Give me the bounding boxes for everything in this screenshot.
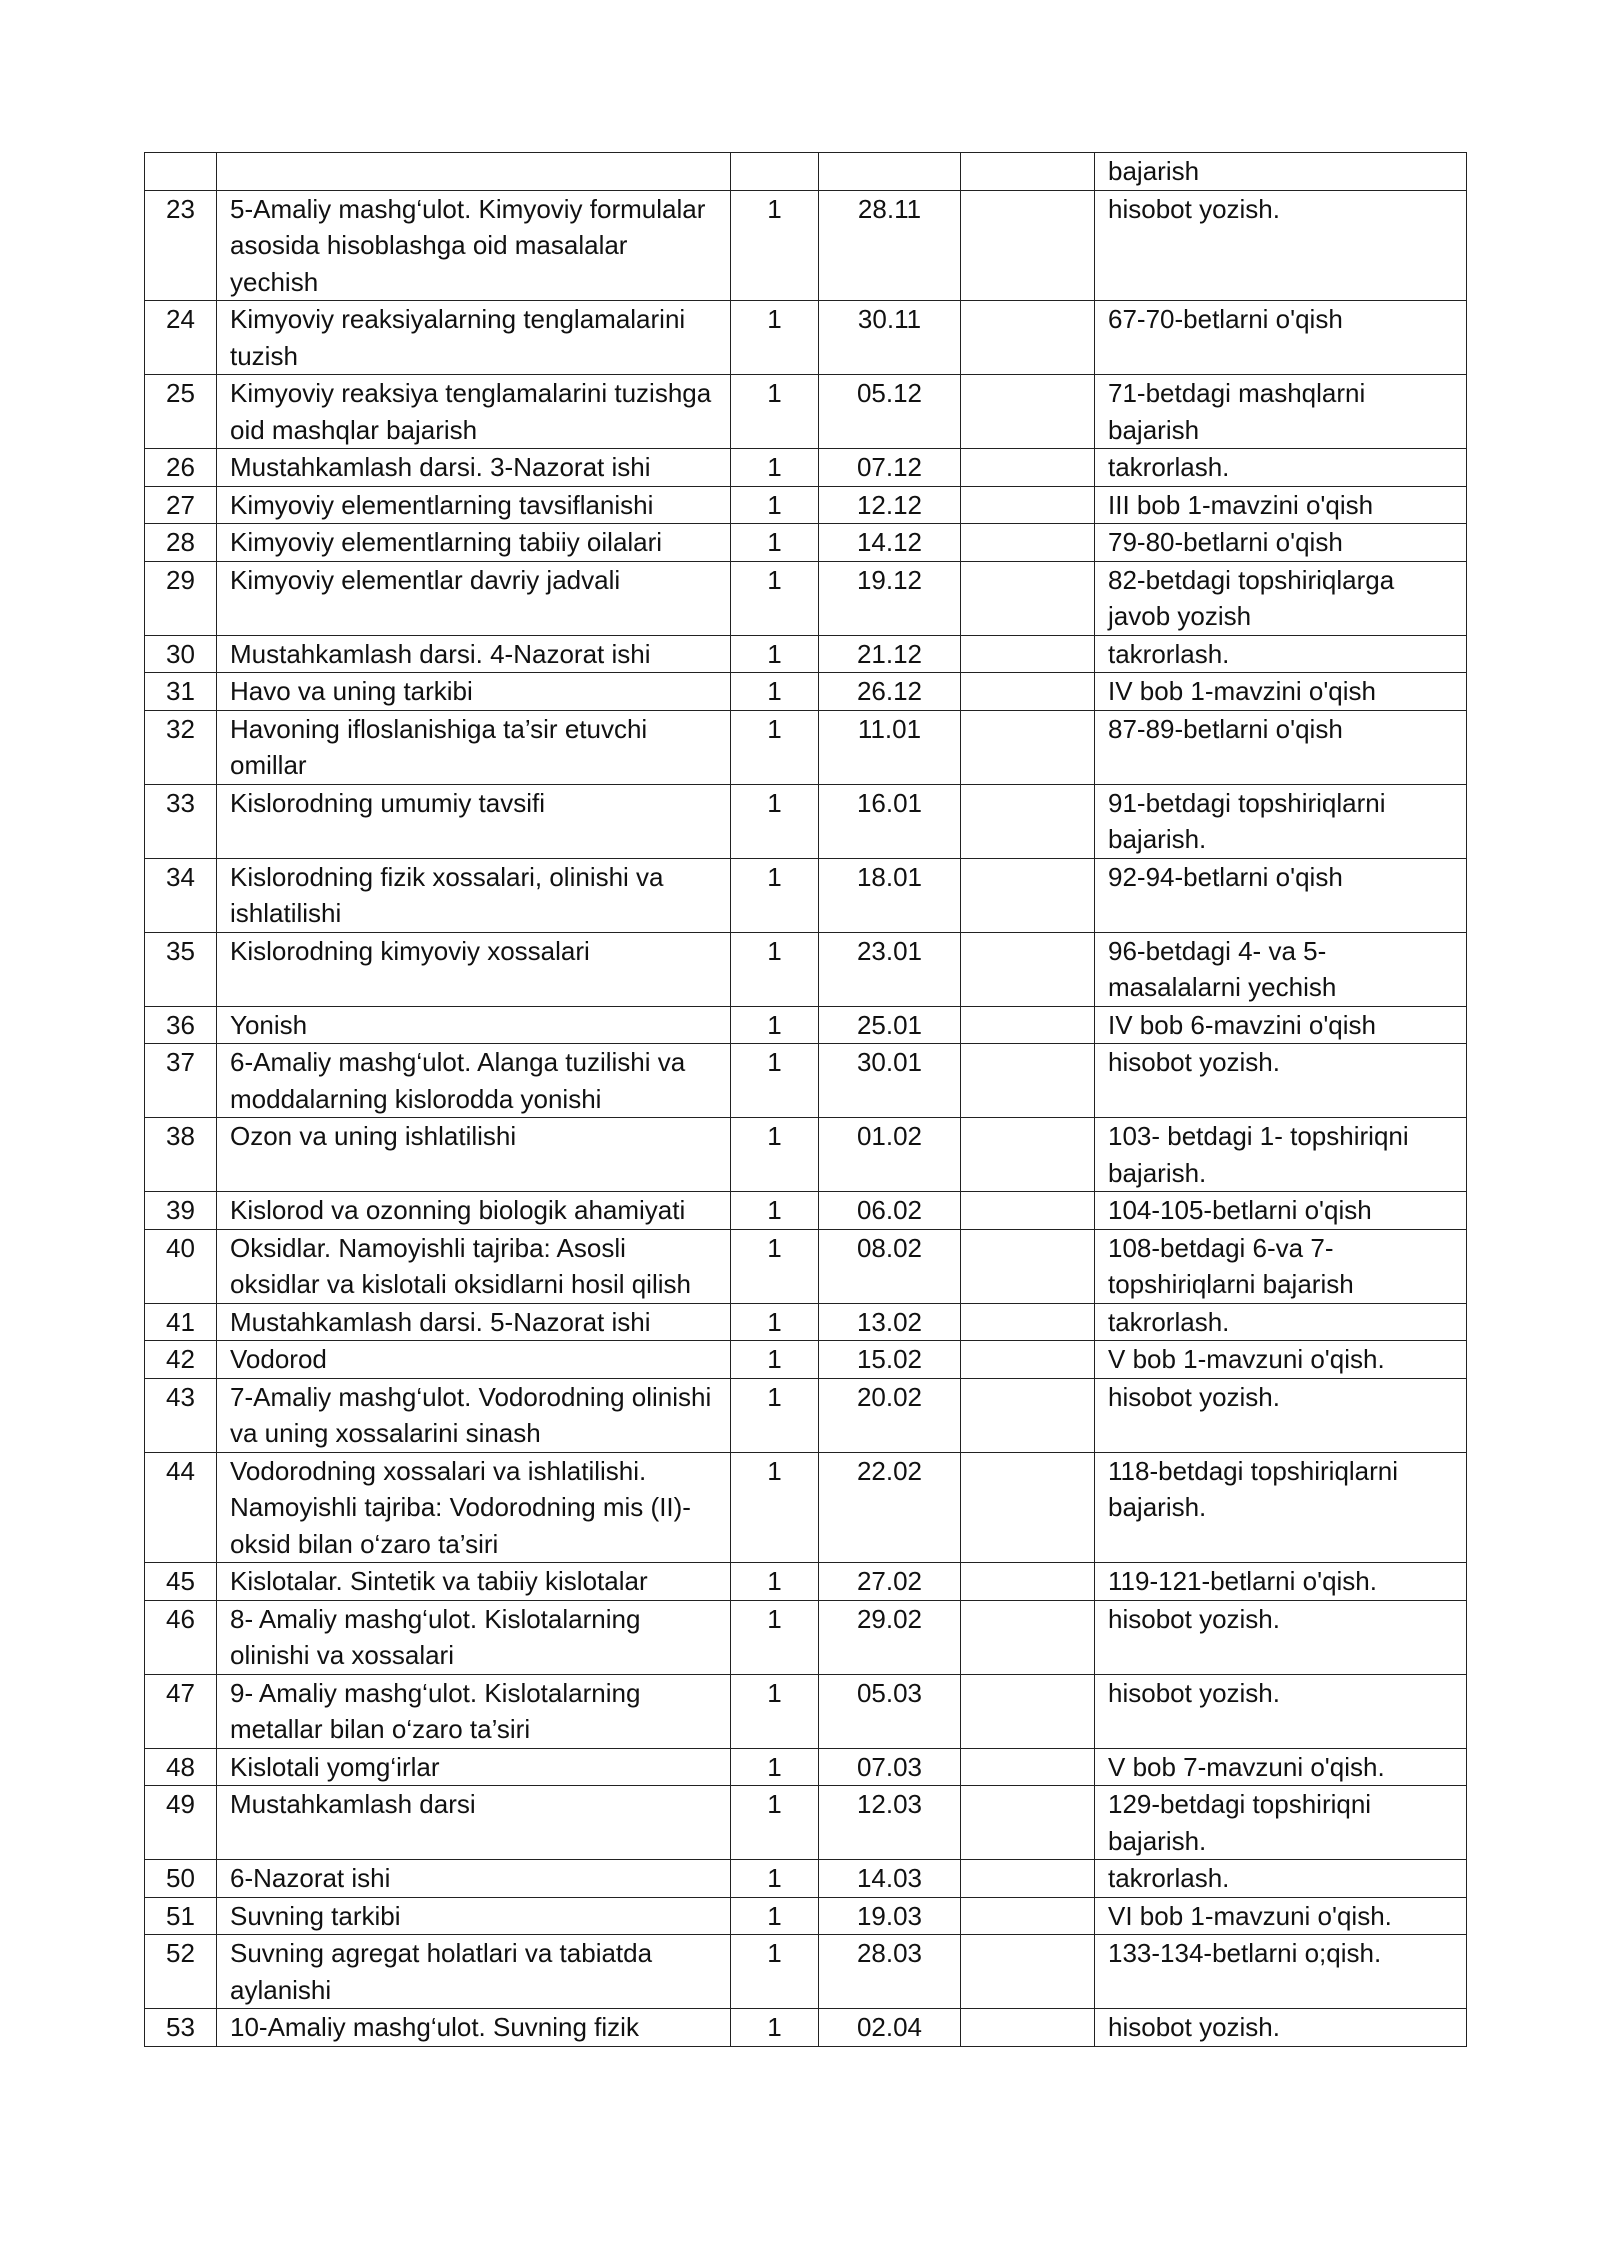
lesson-topic-cell [217,153,731,191]
lesson-number-cell: 41 [145,1303,217,1341]
homework-cell: hisobot yozish. [1095,1674,1467,1748]
homework-cell: 104-105-betlarni o'qish [1095,1192,1467,1230]
homework-cell: hisobot yozish. [1095,2009,1467,2047]
homework-cell: hisobot yozish. [1095,1600,1467,1674]
table-row [145,1118,1467,1192]
hours-cell: 1 [731,673,819,711]
lesson-number-cell: 51 [145,1897,217,1935]
lesson-number-cell: 33 [145,784,217,858]
planned-date-cell: 05.12 [819,375,961,449]
lesson-number-cell: 45 [145,1563,217,1601]
lesson-topic-cell: Kislotali yomg‘irlar [217,1748,731,1786]
lesson-number-cell: 28 [145,524,217,562]
lesson-number-cell: 31 [145,673,217,711]
actual-date-cell [961,301,1095,375]
hours-cell: 1 [731,449,819,487]
actual-date-cell [961,1786,1095,1860]
planned-date-cell: 25.01 [819,1006,961,1044]
table-row [145,784,1467,858]
lesson-number-cell: 36 [145,1006,217,1044]
hours-cell: 1 [731,1378,819,1452]
hours-cell: 1 [731,1044,819,1118]
lesson-topic-cell: Yonish [217,1006,731,1044]
homework-cell: takrorlash. [1095,1860,1467,1898]
hours-cell: 1 [731,1897,819,1935]
homework-cell: hisobot yozish. [1095,190,1467,301]
planned-date-cell: 29.02 [819,1600,961,1674]
planned-date-cell: 28.03 [819,1935,961,2009]
lesson-number-cell: 53 [145,2009,217,2047]
homework-cell: 103- betdagi 1- topshiriqni bajarish. [1095,1118,1467,1192]
lesson-number-cell: 44 [145,1452,217,1563]
lesson-topic-cell: Mustahkamlash darsi. 4-Nazorat ishi [217,635,731,673]
homework-cell: 108-betdagi 6-va 7- topshiriqlarni bajarish [1095,1229,1467,1303]
table-row [145,524,1467,562]
homework-cell: 67-70-betlarni o'qish [1095,301,1467,375]
actual-date-cell [961,1341,1095,1379]
lesson-topic-cell: Ozon va uning ishlatilishi [217,1118,731,1192]
homework-cell: takrorlash. [1095,1303,1467,1341]
actual-date-cell [961,486,1095,524]
hours-cell: 1 [731,486,819,524]
planned-date-cell: 07.12 [819,449,961,487]
actual-date-cell [961,858,1095,932]
planned-date-cell: 02.04 [819,2009,961,2047]
homework-cell: IV bob 1-mavzini o'qish [1095,673,1467,711]
planned-date-cell: 30.11 [819,301,961,375]
actual-date-cell [961,635,1095,673]
table-row [145,153,1467,191]
lesson-topic-cell: Vodorod [217,1341,731,1379]
hours-cell: 1 [731,1674,819,1748]
lesson-topic-cell: 5-Amaliy mashg‘ulot. Kimyoviy formulalar asosida hisoblashga oid masalalar yechish [217,190,731,301]
lesson-number-cell: 24 [145,301,217,375]
table-row [145,1378,1467,1452]
lesson-number-cell: 34 [145,858,217,932]
hours-cell: 1 [731,1748,819,1786]
actual-date-cell [961,561,1095,635]
table-row [145,1192,1467,1230]
planned-date-cell: 23.01 [819,932,961,1006]
planned-date-cell: 26.12 [819,673,961,711]
planned-date-cell: 19.12 [819,561,961,635]
homework-cell: IV bob 6-mavzini o'qish [1095,1006,1467,1044]
actual-date-cell [961,1860,1095,1898]
actual-date-cell [961,1229,1095,1303]
lesson-topic-cell: Kislorodning umumiy tavsifi [217,784,731,858]
lesson-topic-cell: Havoning ifloslanishiga ta’sir etuvchi omillar [217,710,731,784]
homework-cell: III bob 1-mavzini o'qish [1095,486,1467,524]
actual-date-cell [961,1600,1095,1674]
table-row [145,1860,1467,1898]
lesson-plan-table [144,152,1467,2047]
lesson-topic-cell: 10-Amaliy mashg‘ulot. Suvning fizik [217,2009,731,2047]
hours-cell: 1 [731,1600,819,1674]
homework-cell: VI bob 1-mavzuni o'qish. [1095,1897,1467,1935]
planned-date-cell: 12.03 [819,1786,961,1860]
table-row [145,673,1467,711]
actual-date-cell [961,1935,1095,2009]
table-row [145,1303,1467,1341]
hours-cell: 1 [731,2009,819,2047]
planned-date-cell: 01.02 [819,1118,961,1192]
homework-cell: 129-betdagi topshiriqni bajarish. [1095,1786,1467,1860]
actual-date-cell [961,710,1095,784]
planned-date-cell: 30.01 [819,1044,961,1118]
lesson-topic-cell: Kimyoviy reaksiya tenglamalarini tuzishga oid mashqlar bajarish [217,375,731,449]
table-row [145,710,1467,784]
table-row [145,1044,1467,1118]
hours-cell: 1 [731,1341,819,1379]
hours-cell: 1 [731,784,819,858]
hours-cell: 1 [731,1452,819,1563]
lesson-number-cell: 48 [145,1748,217,1786]
lesson-topic-cell: Kislorod va ozonning biologik ahamiyati [217,1192,731,1230]
lesson-topic-cell: Vodorodning xossalari va ishlatilishi. Namoyishli tajriba: Vodorodning mis (II)-oksid bilan o‘zaro ta’siri [217,1452,731,1563]
lesson-topic-cell: Mustahkamlash darsi. 3-Nazorat ishi [217,449,731,487]
hours-cell: 1 [731,375,819,449]
hours-cell: 1 [731,1006,819,1044]
lesson-topic-cell: Suvning tarkibi [217,1897,731,1935]
lesson-number-cell: 35 [145,932,217,1006]
planned-date-cell: 12.12 [819,486,961,524]
planned-date-cell: 20.02 [819,1378,961,1452]
table-row [145,1452,1467,1563]
table-row [145,1935,1467,2009]
hours-cell: 1 [731,1192,819,1230]
homework-cell: bajarish [1095,153,1467,191]
actual-date-cell [961,932,1095,1006]
actual-date-cell [961,1452,1095,1563]
hours-cell: 1 [731,561,819,635]
lesson-number-cell: 23 [145,190,217,301]
table-row [145,561,1467,635]
hours-cell: 1 [731,635,819,673]
homework-cell: 119-121-betlarni o'qish. [1095,1563,1467,1601]
table-row [145,301,1467,375]
lesson-number-cell: 27 [145,486,217,524]
lesson-number-cell: 40 [145,1229,217,1303]
lesson-number-cell: 38 [145,1118,217,1192]
hours-cell: 1 [731,858,819,932]
planned-date-cell: 14.12 [819,524,961,562]
planned-date-cell: 22.02 [819,1452,961,1563]
table-row [145,1674,1467,1748]
homework-cell: V bob 1-mavzuni o'qish. [1095,1341,1467,1379]
lesson-number-cell: 39 [145,1192,217,1230]
hours-cell: 1 [731,301,819,375]
table-row [145,1563,1467,1601]
lesson-topic-cell: Oksidlar. Namoyishli tajriba: Asosli oksidlar va kislotali oksidlarni hosil qilish [217,1229,731,1303]
table-row [145,1341,1467,1379]
hours-cell: 1 [731,1860,819,1898]
homework-cell: 87-89-betlarni o'qish [1095,710,1467,784]
planned-date-cell: 08.02 [819,1229,961,1303]
planned-date-cell: 05.03 [819,1674,961,1748]
actual-date-cell [961,1192,1095,1230]
hours-cell: 1 [731,1935,819,2009]
hours-cell: 1 [731,1563,819,1601]
homework-cell: 92-94-betlarni o'qish [1095,858,1467,932]
lesson-topic-cell: Mustahkamlash darsi [217,1786,731,1860]
planned-date-cell: 21.12 [819,635,961,673]
table-row [145,190,1467,301]
planned-date-cell: 15.02 [819,1341,961,1379]
table-row [145,1006,1467,1044]
lesson-number-cell: 50 [145,1860,217,1898]
planned-date-cell: 07.03 [819,1748,961,1786]
lesson-topic-cell: Kimyoviy elementlar davriy jadvali [217,561,731,635]
lesson-topic-cell: 9- Amaliy mashg‘ulot. Kislotalarning metallar bilan o‘zaro ta’siri [217,1674,731,1748]
table-row [145,932,1467,1006]
planned-date-cell: 16.01 [819,784,961,858]
planned-date-cell: 27.02 [819,1563,961,1601]
lesson-number-cell: 52 [145,1935,217,2009]
actual-date-cell [961,784,1095,858]
table-row [145,449,1467,487]
lesson-number-cell: 26 [145,449,217,487]
planned-date-cell: 06.02 [819,1192,961,1230]
table-row [145,2009,1467,2047]
table-row [145,486,1467,524]
actual-date-cell [961,1748,1095,1786]
lesson-number-cell [145,153,217,191]
lesson-topic-cell: Havo va uning tarkibi [217,673,731,711]
hours-cell: 1 [731,1118,819,1192]
lesson-number-cell: 47 [145,1674,217,1748]
lesson-plan-body [145,153,1467,2047]
table-row [145,1229,1467,1303]
homework-cell: takrorlash. [1095,635,1467,673]
actual-date-cell [961,153,1095,191]
lesson-topic-cell: Kislotalar. Sintetik va tabiiy kislotalar [217,1563,731,1601]
lesson-topic-cell: 6-Amaliy mashg‘ulot. Alanga tuzilishi va moddalarning kislorodda yonishi [217,1044,731,1118]
hours-cell: 1 [731,524,819,562]
homework-cell: 96-betdagi 4- va 5- masalalarni yechish [1095,932,1467,1006]
homework-cell: 118-betdagi topshiriqlarni bajarish. [1095,1452,1467,1563]
homework-cell: 133-134-betlarni o;qish. [1095,1935,1467,2009]
actual-date-cell [961,1674,1095,1748]
planned-date-cell: 14.03 [819,1860,961,1898]
actual-date-cell [961,1118,1095,1192]
hours-cell: 1 [731,190,819,301]
lesson-topic-cell: Suvning agregat holatlari va tabiatda aylanishi [217,1935,731,2009]
lesson-number-cell: 37 [145,1044,217,1118]
table-row [145,635,1467,673]
lesson-topic-cell: Kimyoviy reaksiyalarning tenglamalarini tuzish [217,301,731,375]
actual-date-cell [961,1044,1095,1118]
table-row [145,375,1467,449]
lesson-number-cell: 32 [145,710,217,784]
actual-date-cell [961,449,1095,487]
table-row [145,1897,1467,1935]
homework-cell: 79-80-betlarni o'qish [1095,524,1467,562]
actual-date-cell [961,1897,1095,1935]
planned-date-cell: 18.01 [819,858,961,932]
table-row [145,1786,1467,1860]
lesson-topic-cell: 6-Nazorat ishi [217,1860,731,1898]
actual-date-cell [961,2009,1095,2047]
hours-cell: 1 [731,1229,819,1303]
lesson-number-cell: 42 [145,1341,217,1379]
lesson-topic-cell: Mustahkamlash darsi. 5-Nazorat ishi [217,1303,731,1341]
lesson-number-cell: 25 [145,375,217,449]
actual-date-cell [961,1378,1095,1452]
lesson-topic-cell: 8- Amaliy mashg‘ulot. Kislotalarning olinishi va xossalari [217,1600,731,1674]
actual-date-cell [961,673,1095,711]
planned-date-cell: 13.02 [819,1303,961,1341]
lesson-topic-cell: Kislorodning kimyoviy xossalari [217,932,731,1006]
lesson-number-cell: 30 [145,635,217,673]
homework-cell: 82-betdagi topshiriqlarga javob yozish [1095,561,1467,635]
hours-cell: 1 [731,710,819,784]
lesson-number-cell: 46 [145,1600,217,1674]
table-row [145,1748,1467,1786]
lesson-topic-cell: Kimyoviy elementlarning tabiiy oilalari [217,524,731,562]
homework-cell: takrorlash. [1095,449,1467,487]
planned-date-cell: 11.01 [819,710,961,784]
hours-cell [731,153,819,191]
table-row [145,858,1467,932]
lesson-topic-cell: 7-Amaliy mashg‘ulot. Vodorodning olinishi va uning xossalarini sinash [217,1378,731,1452]
planned-date-cell [819,153,961,191]
actual-date-cell [961,1006,1095,1044]
homework-cell: hisobot yozish. [1095,1378,1467,1452]
hours-cell: 1 [731,932,819,1006]
homework-cell: 71-betdagi mashqlarni bajarish [1095,375,1467,449]
lesson-topic-cell: Kislorodning fizik xossalari, olinishi va ishlatilishi [217,858,731,932]
actual-date-cell [961,524,1095,562]
actual-date-cell [961,1563,1095,1601]
hours-cell: 1 [731,1786,819,1860]
lesson-topic-cell: Kimyoviy elementlarning tavsiflanishi [217,486,731,524]
planned-date-cell: 28.11 [819,190,961,301]
hours-cell: 1 [731,1303,819,1341]
lesson-number-cell: 43 [145,1378,217,1452]
homework-cell: 91-betdagi topshiriqlarni bajarish. [1095,784,1467,858]
lesson-number-cell: 29 [145,561,217,635]
lesson-number-cell: 49 [145,1786,217,1860]
homework-cell: hisobot yozish. [1095,1044,1467,1118]
homework-cell: V bob 7-mavzuni o'qish. [1095,1748,1467,1786]
actual-date-cell [961,375,1095,449]
table-row [145,1600,1467,1674]
actual-date-cell [961,190,1095,301]
planned-date-cell: 19.03 [819,1897,961,1935]
actual-date-cell [961,1303,1095,1341]
